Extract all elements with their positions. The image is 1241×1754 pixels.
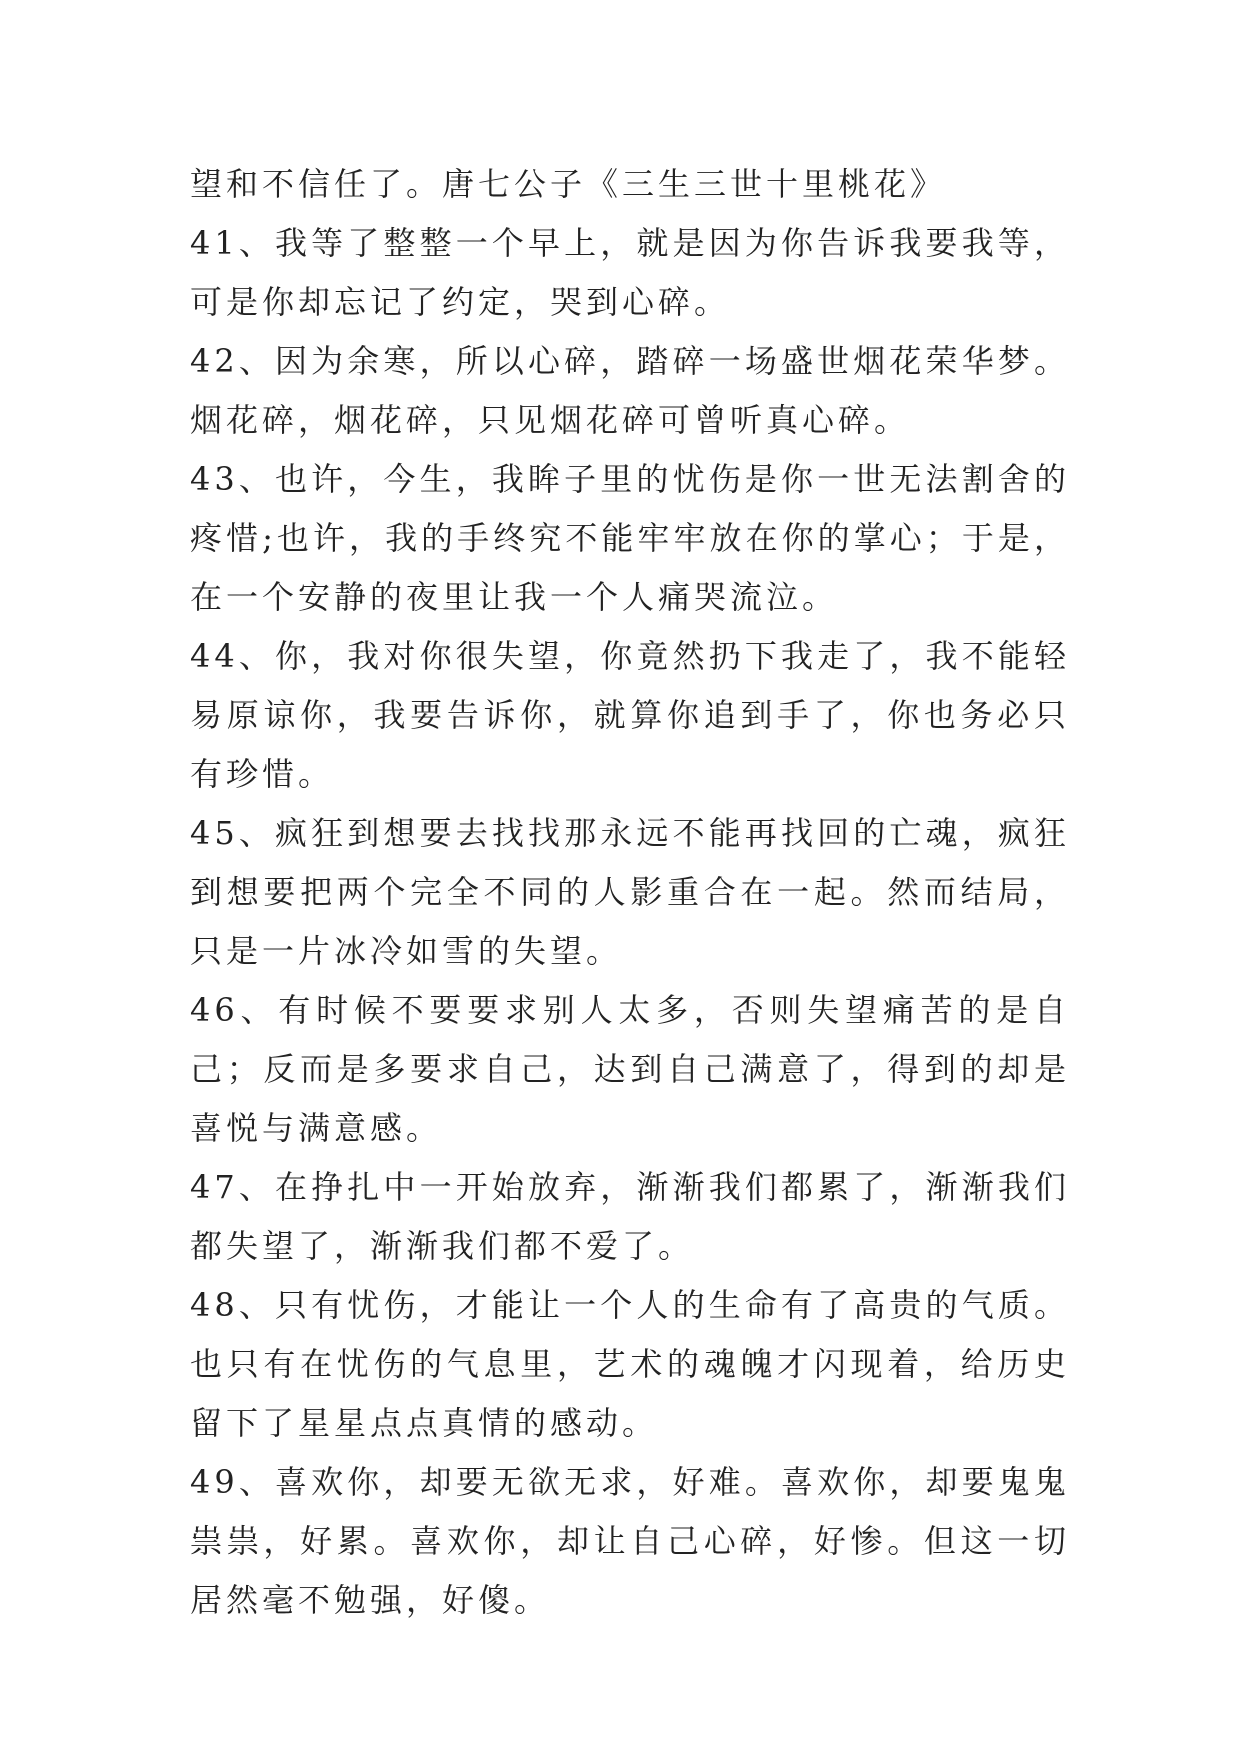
paragraph-48: 48、只有忧伤，才能让一个人的生命有了高贵的气质。也只有在忧伤的气息里，艺术的魂魄才闪现着，给历史留下了星星点点真情的感动。 — [190, 1286, 1070, 1442]
paragraph-43: 43、也许，今生，我眸子里的忧伤是你一世无法割舍的疼惜;也许，我的手终究不能牢牢放在你的掌心；于是，在一个安静的夜里让我一个人痛哭流泣。 — [190, 460, 1070, 616]
paragraph-continuation: 望和不信任了。唐七公子《三生三世十里桃花》 — [190, 165, 947, 203]
paragraph-45: 45、疯狂到想要去找找那永远不能再找回的亡魂，疯狂到想要把两个完全不同的人影重合在一起。然而结局，只是一片冰冷如雪的失望。 — [190, 814, 1070, 970]
paragraph-44: 44、你，我对你很失望，你竟然扔下我走了，我不能轻易原谅你，我要告诉你，就算你追到手了，你也务必只有珍惜。 — [190, 637, 1070, 793]
paragraph-47: 47、在挣扎中一开始放弃，渐渐我们都累了，渐渐我们都失望了，渐渐我们都不爱了。 — [190, 1168, 1070, 1265]
paragraph-49: 49、喜欢你，却要无欲无求，好难。喜欢你，却要鬼鬼祟祟，好累。喜欢你，却让自己心碎，好惨。但这一切居然毫不勉强，好傻。 — [190, 1463, 1070, 1619]
paragraph-46: 46、有时候不要要求别人太多，否则失望痛苦的是自己；反而是多要求自己，达到自己满意了，得到的却是喜悦与满意感。 — [190, 991, 1070, 1147]
paragraph-41: 41、我等了整整一个早上，就是因为你告诉我要我等，可是你却忘记了约定，哭到心碎。 — [190, 224, 1070, 321]
body-text — [190, 155, 1070, 1630]
paragraph-42: 42、因为余寒，所以心碎，踏碎一场盛世烟花荣华梦。烟花碎，烟花碎，只见烟花碎可曾听真心碎。 — [190, 342, 1070, 439]
